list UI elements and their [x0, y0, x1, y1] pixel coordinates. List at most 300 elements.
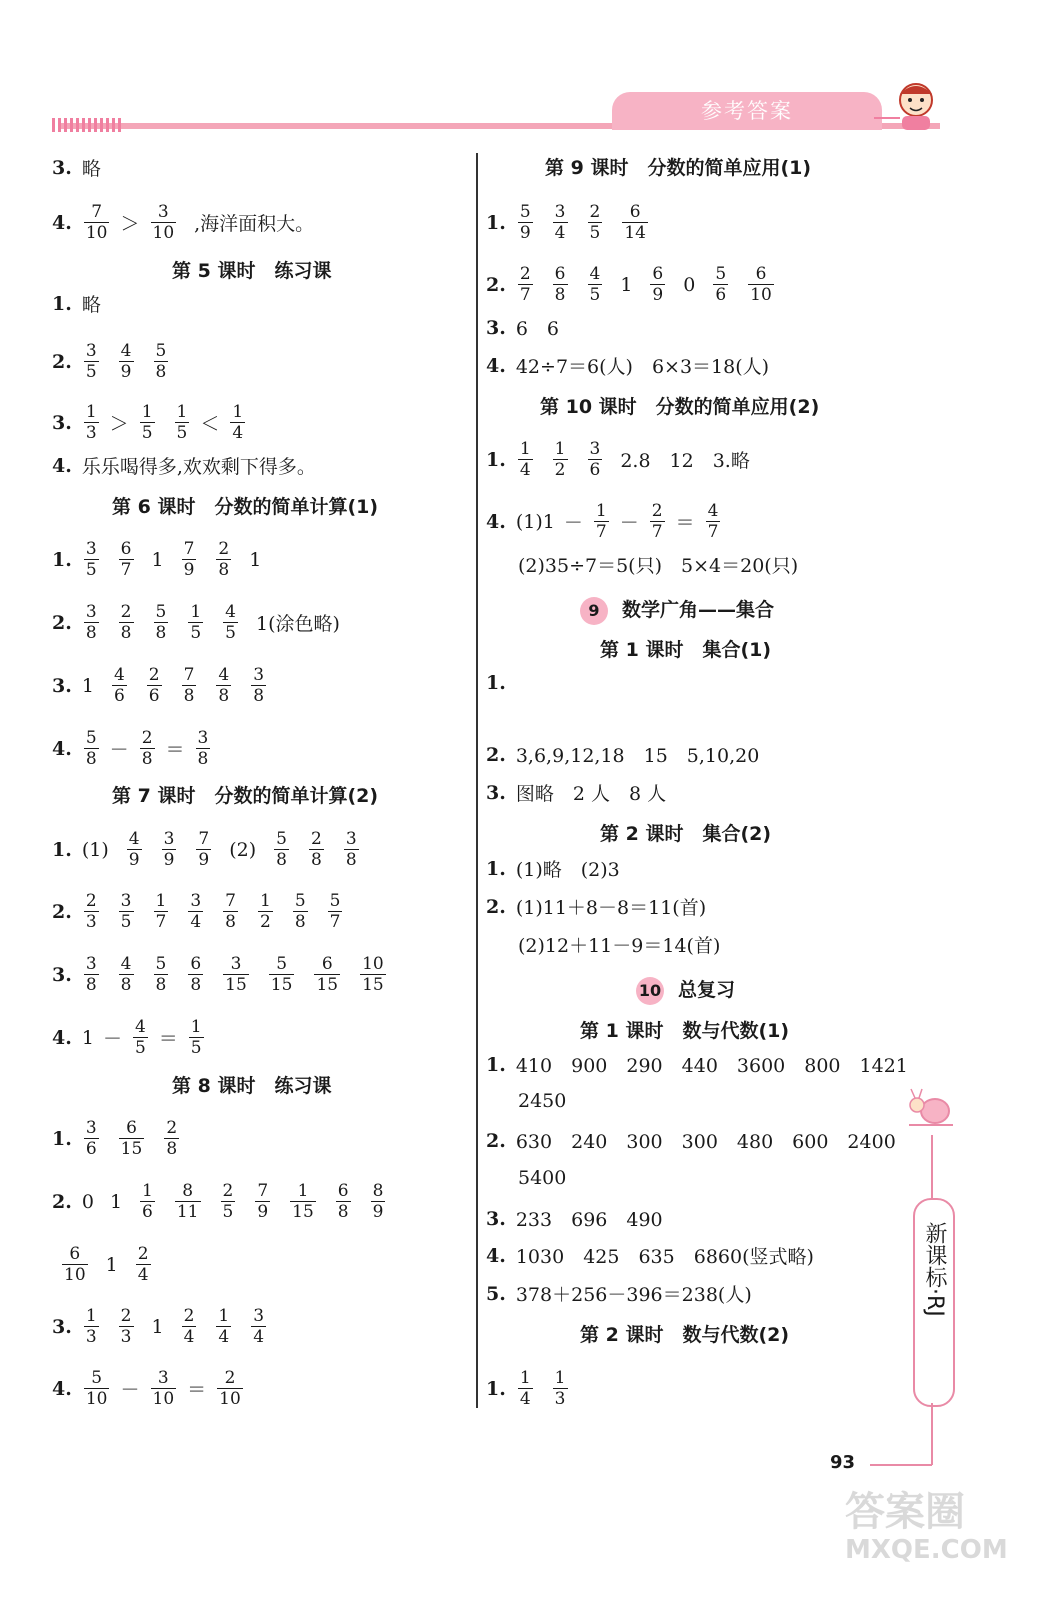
answer-text: 3,6,9,12,18 15 5,10,20 [515, 745, 760, 767]
denominator: 11 [176, 1202, 199, 1222]
numerator: 2 [85, 891, 97, 911]
fraction [344, 829, 359, 870]
fraction [147, 665, 162, 706]
fraction [553, 264, 568, 305]
question-number: 4. [486, 510, 506, 533]
fraction [588, 264, 603, 305]
fraction [188, 602, 203, 643]
fraction [223, 602, 238, 643]
numerator: 2 [183, 1306, 195, 1326]
operator: ＜ [200, 413, 220, 435]
question-number: 1. [52, 1127, 72, 1150]
answer-text: 1 [151, 1315, 164, 1338]
unit-title: 总复习 [678, 979, 736, 1001]
numerator: 1 [554, 439, 566, 459]
denominator: 7 [651, 522, 663, 542]
operator: ＝ [675, 512, 695, 534]
denominator: 4 [183, 1327, 195, 1347]
numerator: 6 [554, 264, 566, 284]
numerator: 10 [362, 954, 384, 974]
fraction [182, 1306, 197, 1347]
numerator: 1 [595, 501, 607, 521]
fraction [290, 1181, 316, 1222]
question-number: 4. [486, 1244, 506, 1267]
answer-text: 1(涂色略) [255, 613, 340, 635]
lesson-heading: 第 5 课时 练习课 [172, 260, 332, 282]
answer-text: 0 [683, 273, 696, 296]
denominator: 8 [311, 850, 322, 870]
watermark-logo: 答案圈 [845, 1489, 965, 1535]
answer-line [52, 1017, 214, 1058]
answer-line [486, 855, 628, 882]
denominator: 9 [163, 850, 175, 870]
denominator: 8 [225, 912, 236, 932]
question-number: 1. [486, 448, 506, 471]
question-number: 4. [52, 211, 72, 234]
question-number: 4. [52, 737, 72, 760]
denominator: 15 [316, 975, 339, 995]
header-tab [612, 92, 882, 130]
answer-line [52, 1181, 395, 1222]
operator: ＝ [158, 1028, 178, 1050]
answer-line [52, 341, 178, 382]
numerator: 4 [113, 665, 125, 685]
lesson-heading: 第 2 课时 数与代数(2) [580, 1324, 790, 1346]
fraction [553, 1368, 568, 1409]
question-number: 4. [52, 454, 72, 477]
answer-line [52, 891, 352, 932]
question-number: 3. [52, 411, 72, 434]
numerator: 1 [176, 402, 188, 422]
side-tab-label: 新课标·RJ [922, 1222, 947, 1317]
answer-text: (1)1 [515, 510, 555, 533]
denominator: 5 [141, 423, 153, 443]
question-number: 2. [486, 895, 506, 918]
numerator: 5 [155, 602, 167, 622]
denominator: 5 [120, 912, 132, 932]
denominator: 5 [134, 1038, 146, 1058]
question-number: 1. [486, 1053, 506, 1076]
numerator: 3 [554, 202, 566, 222]
answer-line [486, 1242, 822, 1269]
denominator: 6 [85, 1139, 97, 1159]
denominator: 5 [85, 560, 97, 580]
answer-line [486, 439, 758, 480]
fraction [594, 501, 609, 542]
answer-text: 630 240 300 300 480 600 2400 [515, 1131, 896, 1153]
question-number: 2. [486, 1129, 506, 1152]
numerator: 7 [183, 665, 195, 685]
question-number: 3. [486, 781, 506, 804]
answer-text: 1 [81, 1026, 94, 1049]
denominator: 8 [253, 686, 265, 706]
denominator: 6 [113, 686, 125, 706]
answer-text: 6 6 [515, 318, 560, 340]
operator: ＝ [187, 1379, 207, 1401]
numerator: 2 [120, 602, 132, 622]
answer-text: 233 696 490 [515, 1209, 663, 1231]
numerator: 4 [134, 1017, 146, 1037]
numerator: 5 [155, 954, 167, 974]
answer-text: 1030 425 635 6860(竖式略) [515, 1246, 814, 1268]
numerator: 6 [652, 264, 664, 284]
numerator: 2 [166, 1118, 178, 1138]
unit-number-badge: 10 [636, 977, 664, 1005]
fraction [518, 439, 533, 480]
denominator: 2 [259, 912, 271, 932]
question-number: 1. [486, 1377, 506, 1400]
unit-heading [580, 595, 774, 625]
numerator: 6 [190, 954, 202, 974]
fraction [119, 341, 134, 382]
numerator: 1 [85, 402, 97, 422]
denominator: 8 [276, 850, 287, 870]
numerator: 3 [345, 829, 357, 849]
fraction [188, 954, 203, 995]
fraction [251, 665, 266, 706]
fraction [119, 1118, 145, 1159]
fraction [336, 1181, 351, 1222]
denominator: 9 [198, 850, 210, 870]
numerator: 1 [259, 891, 271, 911]
denominator: 8 [120, 975, 132, 995]
page-number-rule [870, 1464, 932, 1466]
denominator: 7 [519, 285, 531, 305]
answer-text: 1 [151, 548, 164, 571]
answer-line [52, 202, 322, 243]
answer-line [52, 402, 255, 443]
question-number: 3. [486, 1207, 506, 1230]
answer-text: 1 [249, 548, 262, 571]
answer-line [52, 452, 324, 479]
fraction [112, 665, 127, 706]
denominator: 5 [176, 423, 188, 443]
fraction [175, 402, 190, 443]
denominator: 8 [218, 686, 230, 706]
denominator: 3 [554, 1389, 566, 1409]
answer-line [486, 1280, 760, 1307]
question-number: 4. [52, 1026, 72, 1049]
denominator: 8 [85, 975, 97, 995]
fraction [84, 539, 99, 580]
denominator: 10 [750, 285, 772, 305]
answer-text: 1 [105, 1253, 118, 1276]
fraction [748, 264, 774, 305]
denominator: 5 [222, 1202, 234, 1222]
numerator: 6 [755, 264, 767, 284]
denominator: 10 [85, 223, 108, 243]
numerator: 2 [218, 539, 230, 559]
question-number: 1. [486, 211, 506, 234]
fraction [553, 439, 568, 480]
numerator: 3 [253, 665, 265, 685]
answer-line [52, 1118, 189, 1159]
fraction [518, 264, 533, 305]
fraction [119, 602, 134, 643]
denominator: 8 [183, 686, 195, 706]
fraction [84, 202, 110, 243]
numerator: 5 [85, 728, 97, 748]
question-number: 1. [52, 292, 72, 315]
fraction [154, 602, 169, 643]
fraction [196, 728, 211, 769]
denominator: 6 [589, 460, 601, 480]
answer-text: 略 [81, 158, 101, 180]
answer-text: 2.8 12 3.略 [620, 450, 750, 472]
answer-text: (2)35÷7＝5(只) 5×4＝20(只) [518, 555, 799, 577]
denominator: 10 [152, 223, 175, 243]
fraction [119, 954, 134, 995]
fraction [62, 1244, 88, 1285]
operator: － [563, 512, 583, 534]
page-number: 93 [830, 1452, 856, 1473]
numerator: 3 [230, 954, 242, 974]
denominator: 14 [624, 223, 646, 243]
answer-text: (2)12＋11－9＝14(首) [518, 935, 721, 957]
fraction [84, 1368, 110, 1409]
numerator: 1 [519, 1368, 531, 1388]
denominator: 9 [652, 285, 664, 305]
numerator: 5 [155, 341, 167, 361]
denominator: 15 [362, 975, 384, 995]
fraction [84, 954, 99, 995]
numerator: 5 [329, 891, 341, 911]
mascot-icon [872, 78, 942, 134]
answer-line [52, 290, 109, 317]
denominator: 6 [148, 686, 160, 706]
numerator: 7 [225, 891, 236, 911]
fraction [84, 402, 99, 443]
answer-text: (1)11＋8－8＝11(首) [515, 897, 707, 919]
denominator: 8 [155, 623, 167, 643]
numerator: 1 [554, 1368, 566, 1388]
denominator: 8 [85, 623, 97, 643]
denominator: 8 [345, 850, 357, 870]
answer-line [52, 602, 348, 643]
denominator: 4 [253, 1327, 265, 1347]
numerator: 7 [91, 202, 103, 222]
denominator: 9 [372, 1202, 384, 1222]
denominator: 8 [155, 362, 167, 382]
denominator: 8 [141, 749, 153, 769]
denominator: 10 [219, 1389, 241, 1409]
answer-line [486, 1127, 904, 1154]
denominator: 3 [85, 912, 97, 932]
fraction [127, 829, 142, 870]
fraction [154, 341, 169, 382]
numerator: 2 [120, 1306, 132, 1326]
numerator: 6 [69, 1244, 81, 1264]
numerator: 6 [629, 202, 641, 222]
question-number: 1. [486, 857, 506, 880]
denominator: 8 [197, 749, 209, 769]
numerator: 3 [85, 602, 97, 622]
denominator: 2 [554, 460, 566, 480]
unit-number-badge: 9 [580, 597, 608, 625]
question-number: 2. [52, 611, 72, 634]
denominator: 7 [329, 912, 341, 932]
fraction [119, 539, 134, 580]
fraction [182, 665, 197, 706]
fraction [230, 402, 245, 443]
answer-text: (1) [81, 838, 109, 861]
numerator: 6 [120, 539, 132, 559]
denominator: 7 [595, 522, 607, 542]
denominator: 10 [85, 1389, 108, 1409]
question-number: 4. [52, 1377, 72, 1400]
numerator: 3 [85, 539, 97, 559]
answer-line [52, 954, 396, 995]
fraction [713, 264, 728, 305]
operator: － [120, 1379, 140, 1401]
numerator: 2 [224, 1368, 236, 1388]
lesson-heading: 第 10 课时 分数的简单应用(2) [540, 396, 820, 418]
answer-line [52, 1306, 276, 1347]
answer-text: 1 [109, 1190, 123, 1213]
question-number: 1. [52, 548, 72, 571]
numerator: 1 [190, 602, 202, 622]
numerator: 5 [91, 1368, 103, 1388]
denominator: 3 [120, 1327, 132, 1347]
answer-text: 410 900 290 440 3600 800 1421 [515, 1055, 908, 1077]
numerator: 6 [126, 1118, 137, 1138]
fraction [553, 202, 568, 243]
answer-line [510, 1090, 574, 1112]
fraction [84, 341, 99, 382]
operator: ＝ [165, 739, 185, 761]
operator: ＞ [120, 213, 140, 235]
question-number: 3. [52, 1315, 72, 1338]
fraction [328, 891, 343, 932]
denominator: 5 [190, 1038, 202, 1058]
question-number: 2. [52, 350, 72, 373]
fraction [518, 1368, 533, 1409]
question-number: 1. [486, 672, 506, 694]
numerator: 3 [85, 341, 97, 361]
denominator: 8 [166, 1139, 178, 1159]
numerator: 4 [225, 602, 236, 622]
fraction [84, 602, 99, 643]
numerator: 5 [519, 202, 531, 222]
fraction [140, 402, 155, 443]
denominator: 7 [120, 560, 132, 580]
numerator: 1 [297, 1181, 309, 1201]
operator: － [619, 512, 639, 534]
answer-line [52, 154, 109, 181]
fraction [251, 1306, 266, 1347]
numerator: 1 [155, 891, 167, 911]
fraction [216, 1306, 231, 1347]
fraction [309, 829, 324, 870]
answer-text: 图略 2 人 8 人 [515, 783, 667, 805]
fraction [151, 202, 177, 243]
side-tab-stem-bottom [931, 1403, 933, 1465]
numerator: 1 [85, 1306, 97, 1326]
numerator: 4 [120, 954, 132, 974]
denominator: 5 [589, 285, 601, 305]
numerator: 8 [372, 1181, 384, 1201]
fraction [136, 1244, 151, 1285]
question-number: 3. [52, 156, 72, 179]
column-divider [476, 153, 478, 1408]
fraction [216, 665, 231, 706]
lesson-heading: 第 9 课时 分数的简单应用(1) [545, 157, 812, 179]
unit-title: 数学广角——集合 [622, 599, 775, 621]
denominator: 5 [190, 623, 202, 643]
numerator: 1 [142, 1181, 153, 1201]
operator: ＞ [109, 413, 129, 435]
denominator: 9 [128, 850, 140, 870]
numerator: 4 [589, 264, 601, 284]
denominator: 8 [218, 560, 230, 580]
fraction [371, 1181, 386, 1222]
numerator: 8 [182, 1181, 194, 1201]
fraction [119, 891, 134, 932]
lesson-heading: 第 2 课时 集合(2) [600, 823, 772, 845]
answer-text: 378＋256－396＝238(人) [515, 1284, 752, 1306]
numerator: 2 [651, 501, 663, 521]
numerator: 4 [120, 341, 132, 361]
numerator: 3 [197, 728, 209, 748]
answer-line [52, 665, 276, 706]
numerator: 3 [157, 202, 169, 222]
answer-line [486, 779, 674, 806]
fraction [140, 728, 155, 769]
fraction [119, 1306, 134, 1347]
denominator: 5 [225, 623, 236, 643]
fraction [164, 1118, 179, 1159]
numerator: 3 [589, 439, 601, 459]
numerator: 2 [519, 264, 531, 284]
numerator: 3 [85, 954, 97, 974]
side-tab-stem-top [931, 1135, 933, 1198]
answer-text: 42÷7＝6(人) 6×3＝18(人) [515, 356, 770, 378]
fraction [255, 1181, 270, 1222]
answer-line [486, 501, 730, 542]
answer-line [52, 1368, 253, 1409]
numerator: 1 [519, 439, 531, 459]
header-dash-arrow [52, 118, 122, 132]
header-title: 参考答案 [701, 99, 793, 123]
denominator: 7 [155, 912, 167, 932]
numerator: 3 [190, 891, 202, 911]
fraction [84, 728, 99, 769]
numerator: 3 [120, 891, 132, 911]
answer-text: 5400 [518, 1167, 567, 1189]
numerator: 6 [337, 1181, 349, 1201]
numerator: 2 [141, 728, 153, 748]
denominator: 15 [225, 975, 247, 995]
unit-heading [636, 975, 735, 1005]
fraction [622, 202, 648, 243]
fraction [223, 954, 249, 995]
denominator: 4 [519, 1389, 531, 1409]
question-number: 2. [486, 743, 506, 766]
fraction [189, 1017, 204, 1058]
denominator: 8 [294, 912, 306, 932]
fraction [182, 539, 197, 580]
answer-line [52, 829, 369, 870]
question-number: 1. [52, 838, 72, 861]
denominator: 4 [190, 912, 202, 932]
question-number: 5. [486, 1282, 506, 1305]
denominator: 6 [142, 1202, 153, 1222]
answer-text: ,海洋面积大。 [194, 213, 315, 235]
numerator: 2 [311, 829, 322, 849]
lesson-heading: 第 7 课时 分数的简单计算(2) [112, 785, 379, 807]
answer-text: 乐乐喝得多,欢欢剩下得多。 [81, 456, 316, 478]
answer-line [486, 893, 714, 920]
